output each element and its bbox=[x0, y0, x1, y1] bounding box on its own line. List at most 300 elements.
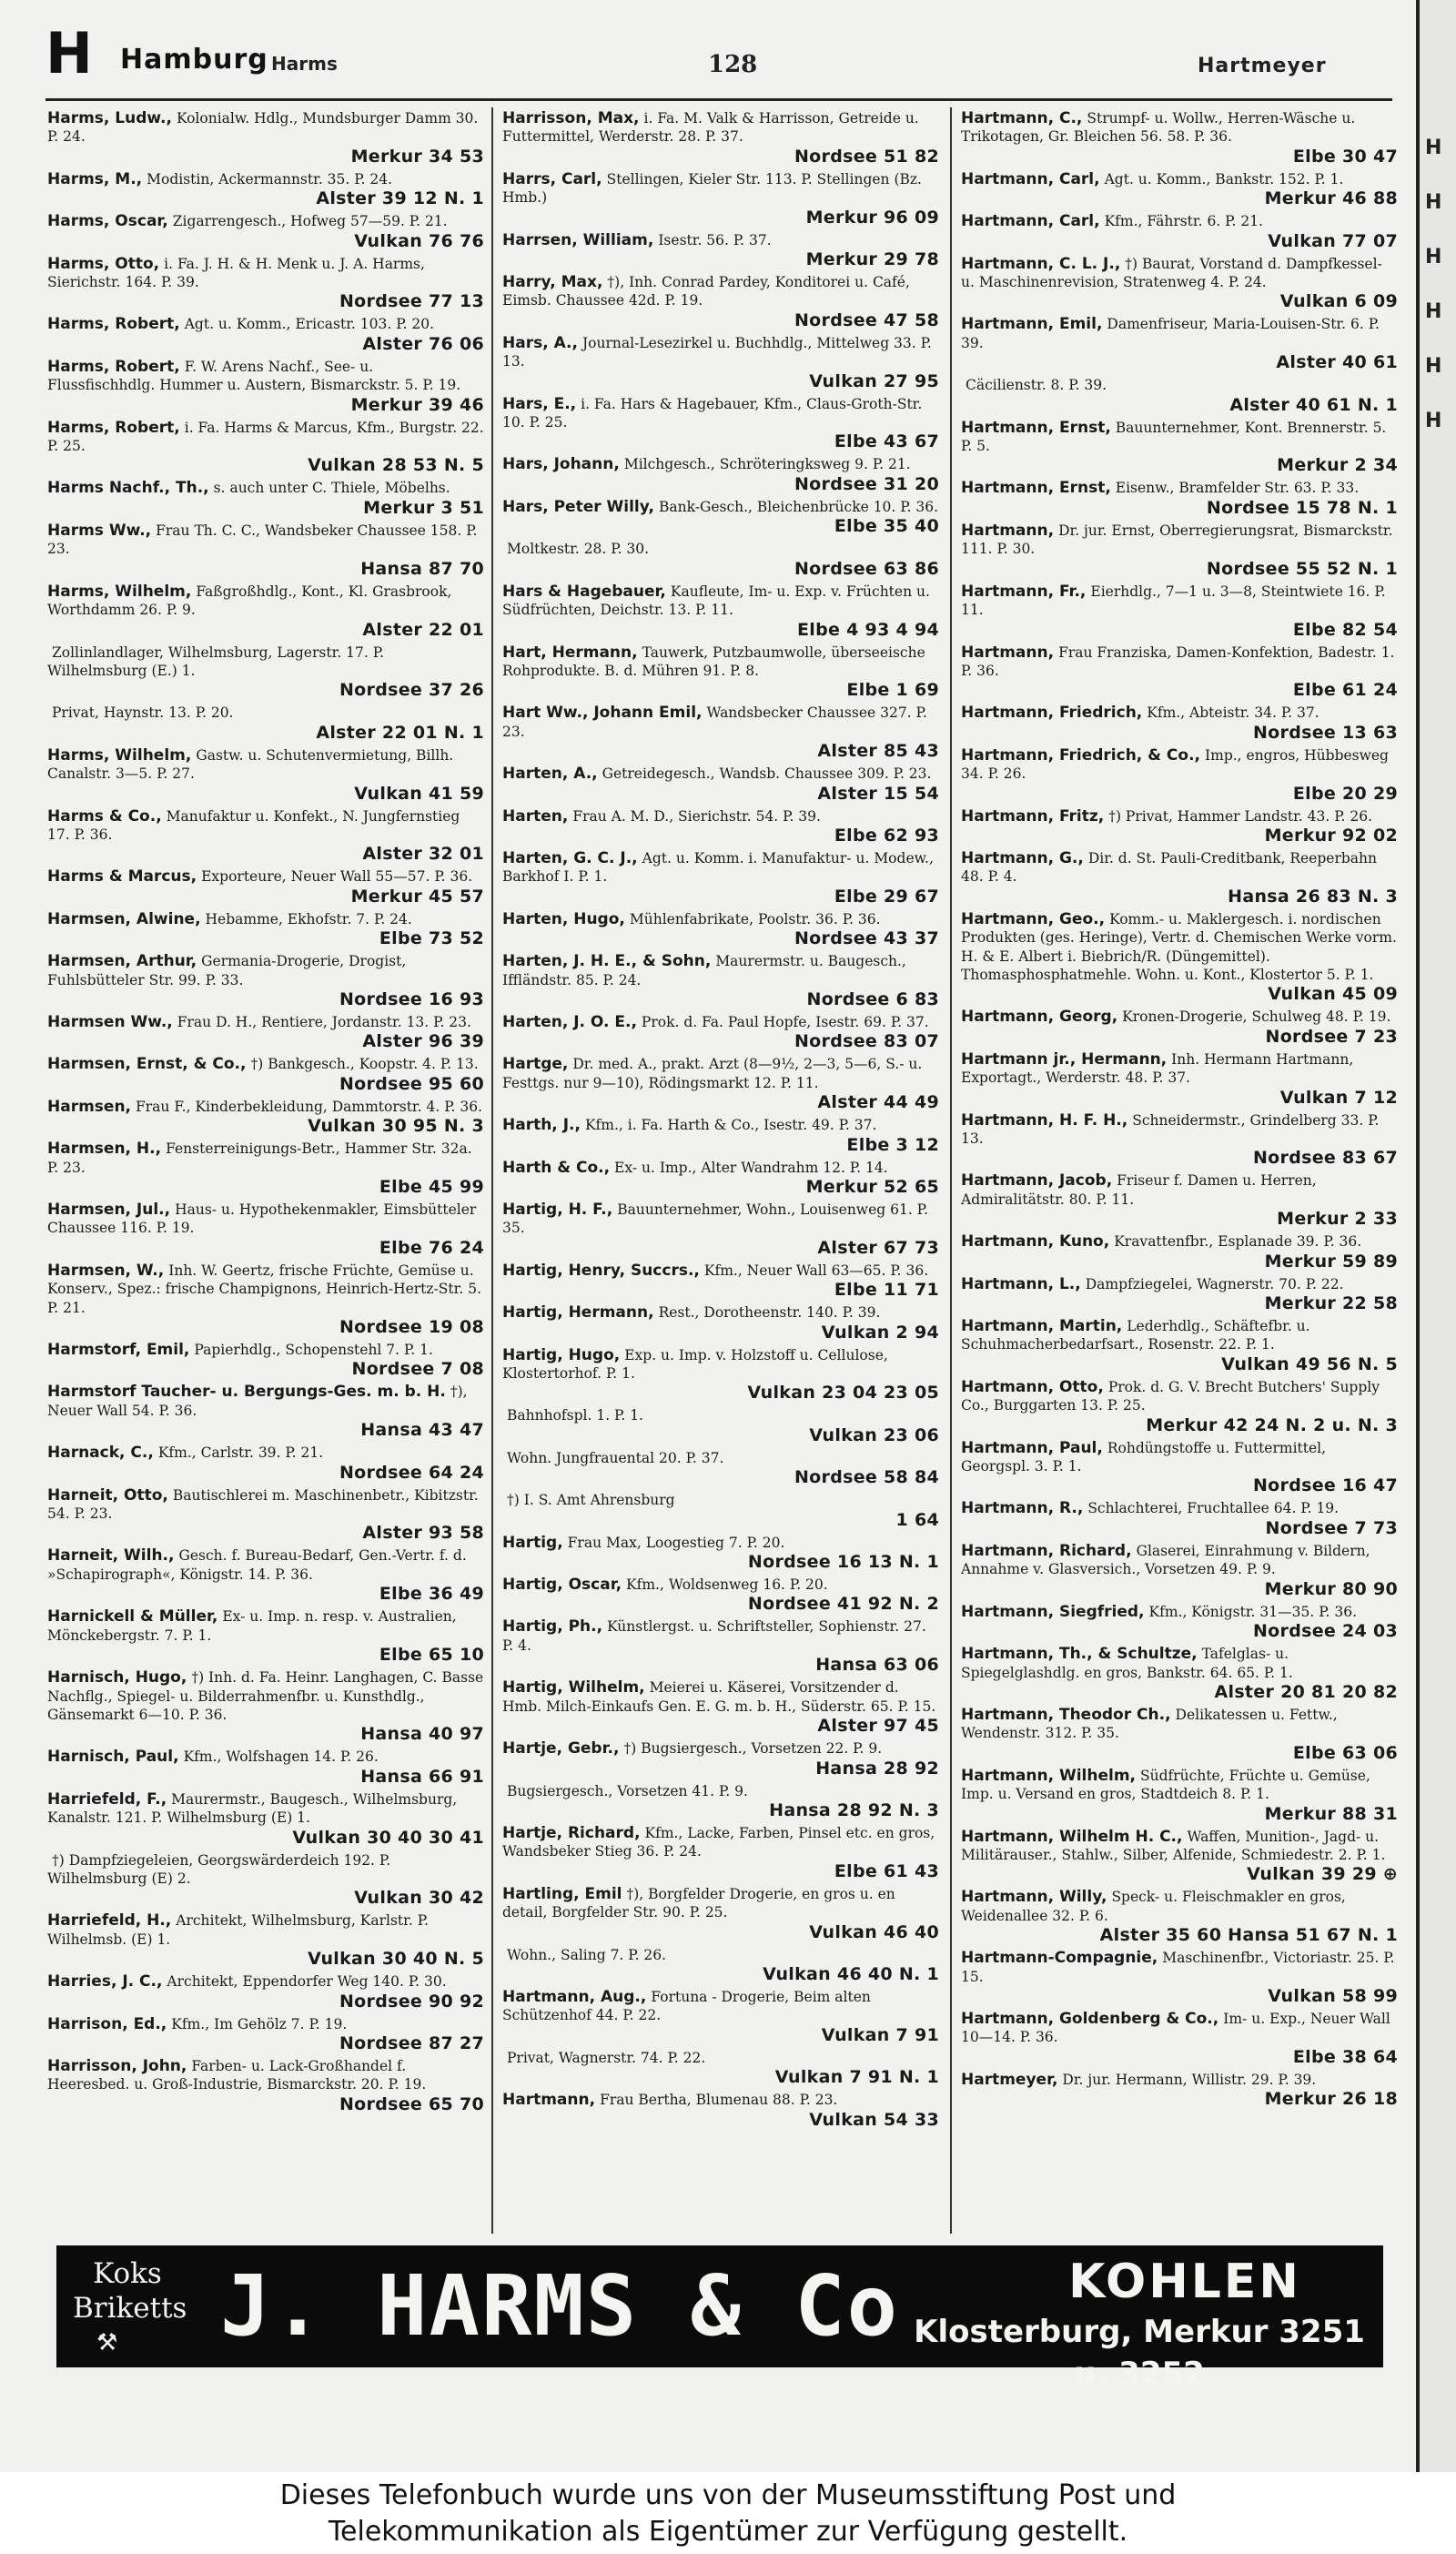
entry-phone: Elbe 82 54 bbox=[1292, 619, 1398, 640]
entry-phone: Hansa 87 70 bbox=[360, 558, 484, 579]
column-divider bbox=[491, 107, 493, 2234]
entry-name: Hart, Hermann, bbox=[502, 643, 638, 662]
entry-description: Maurermstr., Baugesch., Wilhelmsburg, Kanalstr. 121. P. Wilhelmsburg (E) 1. bbox=[47, 1790, 458, 1827]
entry-description: Privat, Haynstr. 13. P. 20. bbox=[52, 704, 234, 722]
directory-entry bbox=[47, 212, 484, 250]
entry-name: Hartmann, R., bbox=[961, 1499, 1084, 1518]
entry-name: Harms, Robert, bbox=[47, 315, 180, 334]
entry-description: †) Privat, Hammer Landstr. 43. P. 26. bbox=[1108, 807, 1373, 825]
directory-entry bbox=[502, 2091, 939, 2129]
directory-entry bbox=[47, 1013, 484, 1051]
entry-phone: Vulkan 58 99 bbox=[1268, 1985, 1398, 2006]
entry-phone: Nordsee 16 47 bbox=[1252, 1475, 1398, 1496]
directory-entry bbox=[502, 395, 939, 452]
directory-entry bbox=[961, 170, 1398, 208]
entry-description: s. auch unter C. Thiele, Möbelhs. bbox=[213, 480, 450, 497]
entry-description: Dr. jur. Hermann, Willistr. 29. P. 39. bbox=[1062, 2071, 1317, 2088]
entry-description: Agt. u. Komm., Bankstr. 152. P. 1. bbox=[1104, 170, 1344, 187]
entry-name: Hars, Peter Willy, bbox=[502, 497, 654, 516]
directory-entry bbox=[47, 1911, 484, 1969]
entry-phone: Elbe 45 99 bbox=[379, 1177, 484, 1197]
entry-name: Hars & Hagebauer, bbox=[502, 582, 666, 601]
entry-name: Hartmann, Aug., bbox=[502, 1987, 647, 2006]
directory-entry bbox=[961, 1008, 1398, 1046]
entry-name: Harmsen, Jul., bbox=[47, 1201, 171, 1219]
entry-description: Wohn. Jungfrauental 20. P. 37. bbox=[507, 1449, 724, 1466]
entry-description: Stellingen, Kieler Str. 113. P. Stellingen (Bz. Hmb.) bbox=[502, 170, 922, 207]
entry-name: Harrisson, Max, bbox=[502, 109, 640, 127]
next-page-edge bbox=[1416, 0, 1456, 2472]
city-title: Hamburg bbox=[120, 44, 268, 76]
entry-description: Privat, Wagnerstr. 74. P. 22. bbox=[507, 2049, 706, 2066]
ad-headline: KOHLEN bbox=[1068, 2255, 1301, 2309]
entry-name: Harnack, C., bbox=[47, 1444, 154, 1463]
entry-description: F. W. Arens Nachf., See- u. Flussfischhdlg. Hummer u. Austern, Bismarckstr. 5. P. 19. bbox=[47, 358, 461, 394]
entry-phone: Nordsee 90 92 bbox=[339, 1991, 484, 2012]
entry-name: Harneit, Wilh., bbox=[47, 1546, 175, 1566]
entry-phone: Nordsee 64 24 bbox=[339, 1462, 484, 1483]
directory-entry bbox=[502, 231, 939, 269]
entry-description: Waffen, Munition-, Jagd- u. Militärauser., Stahlw., Silber, Alfenide, Schmiedestr. 2. P. 1. bbox=[961, 1828, 1386, 1863]
entries-column-3 bbox=[961, 109, 1398, 2230]
entry-name: Hart Ww., Johann Emil, bbox=[502, 704, 703, 723]
directory-entry bbox=[502, 540, 939, 578]
entry-name: Hartmann, bbox=[961, 521, 1055, 540]
entry-description: Speck- u. Fleischmakler en gros, Weidenallee 32. P. 6. bbox=[961, 1889, 1346, 1924]
entry-phone: Vulkan 39 29 ⊕ bbox=[1247, 1864, 1398, 1885]
directory-entry bbox=[47, 522, 484, 579]
entry-name: Harrison, Ed., bbox=[47, 2014, 167, 2033]
entry-phone: Vulkan 49 56 N. 5 bbox=[1221, 1353, 1398, 1374]
directory-entry bbox=[47, 315, 484, 353]
entry-phone: Alster 40 61 N. 1 bbox=[1229, 394, 1398, 415]
entries-column-1 bbox=[47, 109, 484, 2230]
entry-description: Frau Max, Loogestieg 7. P. 20. bbox=[567, 1534, 785, 1551]
entry-name: Hartmann, bbox=[502, 2091, 596, 2110]
entry-name: Hartmann-Compagnie, bbox=[961, 1949, 1158, 1968]
directory-entry bbox=[47, 807, 484, 865]
directory-entry bbox=[961, 1439, 1398, 1496]
entry-phone: Alster 15 54 bbox=[817, 783, 939, 804]
entry-description: i. Fa. Hars & Hagebauer, Kfm., Claus-Groth-Str. 10. P. 25. bbox=[502, 395, 923, 431]
entry-name: Harten, J. H. E., & Sohn, bbox=[502, 952, 712, 971]
entry-name: Harrs, Carl, bbox=[502, 169, 602, 188]
entry-name: Harriefeld, F., bbox=[47, 1789, 167, 1809]
entry-phone: Nordsee 16 13 N. 1 bbox=[747, 1552, 939, 1573]
entry-description: Kfm., Carlstr. 39. P. 21. bbox=[157, 1444, 324, 1462]
entry-description: Moltkestr. 28. P. 30. bbox=[507, 541, 650, 558]
entry-name: Hartmann, Ernst, bbox=[961, 479, 1111, 498]
entry-description: Bugsiergesch., Vorsetzen 41. P. 9. bbox=[507, 1782, 748, 1799]
entry-name: Harmsen, Ernst, & Co., bbox=[47, 1055, 247, 1074]
directory-entry bbox=[502, 1406, 939, 1444]
entry-phone: Elbe 4 93 4 94 bbox=[797, 619, 939, 640]
entry-phone: Vulkan 7 91 bbox=[821, 2024, 939, 2045]
entry-description: Milchgesch., Schröteringksweg 9. P. 21. bbox=[623, 456, 911, 473]
directory-entry bbox=[961, 910, 1398, 1005]
entry-description: Architekt, Eppendorfer Weg 140. P. 30. bbox=[167, 1973, 447, 1991]
entry-phone: Alster 93 58 bbox=[362, 1523, 484, 1544]
entry-name: Hartmann, Fritz, bbox=[961, 806, 1105, 826]
directory-entry bbox=[961, 1645, 1398, 1702]
entry-phone: Merkur 29 78 bbox=[805, 249, 939, 270]
entry-name: Hartmann, Fr., bbox=[961, 582, 1087, 601]
entry-phone: Elbe 38 64 bbox=[1292, 2046, 1398, 2067]
entry-phone: Nordsee 6 83 bbox=[806, 988, 939, 1009]
directory-entry bbox=[961, 1888, 1398, 1945]
directory-entry bbox=[961, 255, 1398, 312]
directory-entry bbox=[502, 1988, 939, 2045]
entry-phone: Alster 40 61 bbox=[1276, 352, 1398, 373]
directory-entry bbox=[47, 1486, 484, 1544]
entry-name: Hartmann, bbox=[961, 643, 1055, 662]
directory-entry bbox=[502, 1055, 939, 1112]
entry-description: Wandsbecker Chaussee 327. P. 23. bbox=[502, 704, 927, 740]
entry-description: Prok. d. G. V. Brecht Butchers' Supply Co., Burggarten 13. P. 25. bbox=[961, 1378, 1380, 1414]
entry-phone: Merkur 92 02 bbox=[1264, 825, 1398, 846]
advertisement-banner bbox=[56, 2245, 1383, 2392]
entry-phone: Vulkan 54 33 bbox=[809, 2109, 939, 2130]
entry-name: Hartmann, Wilhelm H. C., bbox=[961, 1827, 1183, 1846]
directory-entry bbox=[961, 746, 1398, 804]
directory-entry bbox=[47, 2015, 484, 2053]
directory-entry bbox=[502, 1678, 939, 1736]
entry-description: Dr. jur. Ernst, Oberregierungsrat, Bismarckstr. 111. P. 30. bbox=[961, 522, 1393, 558]
entry-phone: Elbe 30 47 bbox=[1292, 146, 1398, 167]
entry-description: Getreidegesch., Wandsb. Chaussee 309. P. 23. bbox=[602, 765, 932, 783]
directory-entry bbox=[502, 1159, 939, 1197]
entry-description: Hebamme, Ekhofstr. 7. P. 24. bbox=[205, 910, 412, 927]
entry-name: Harriefeld, H., bbox=[47, 1911, 172, 1931]
directory-entry bbox=[47, 1972, 484, 2011]
entry-phone: Elbe 63 06 bbox=[1292, 1742, 1398, 1763]
entry-name: Hartmann jr., Hermann, bbox=[961, 1049, 1168, 1069]
directory-entry bbox=[47, 1383, 484, 1440]
edge-letter: H bbox=[1425, 191, 1442, 214]
entry-name: Harnisch, Paul, bbox=[47, 1748, 179, 1767]
entry-name: Harten, bbox=[502, 806, 569, 826]
entry-name: Harmsen, Arthur, bbox=[47, 952, 197, 971]
entry-description: †) Baurat, Vorstand d. Dampfkessel- u. Maschinenrevision, Stratenweg 4. P. 24. bbox=[961, 255, 1382, 291]
entry-name: Harms & Marcus, bbox=[47, 867, 197, 887]
entry-phone: Vulkan 30 40 30 41 bbox=[292, 1827, 484, 1848]
entry-name: Hartmann, Theodor Ch., bbox=[961, 1705, 1171, 1724]
entry-phone: Nordsee 19 08 bbox=[339, 1317, 484, 1338]
directory-entry bbox=[47, 1201, 484, 1258]
entry-phone: Alster 35 60 Hansa 51 67 N. 1 bbox=[1099, 1925, 1398, 1946]
directory-entry bbox=[502, 1491, 939, 1529]
directory-entry bbox=[47, 644, 484, 701]
entry-name: Harnisch, Hugo, bbox=[47, 1668, 187, 1687]
entry-description: Cäcilienstr. 8. P. 39. bbox=[966, 377, 1107, 394]
entry-phone: Merkur 42 24 N. 2 u. N. 3 bbox=[1146, 1414, 1398, 1435]
directory-entry bbox=[502, 109, 939, 167]
entry-description: Friseur f. Damen u. Herren, Admiralitätstr. 80. P. 11. bbox=[961, 1172, 1317, 1208]
entry-phone: Hansa 43 47 bbox=[360, 1420, 484, 1441]
entry-description: Agt. u. Komm. i. Manufaktur- u. Modew., Barkhof I. P. 1. bbox=[502, 849, 934, 886]
entry-name: Harten, A., bbox=[502, 765, 598, 784]
entry-name: Harmsen, Alwine, bbox=[47, 909, 201, 928]
entry-phone: Vulkan 28 53 N. 5 bbox=[308, 455, 484, 476]
entry-phone: Alster 22 01 bbox=[362, 619, 484, 640]
directory-entry bbox=[961, 315, 1398, 372]
directory-entry bbox=[961, 1767, 1398, 1824]
directory-entry bbox=[961, 2010, 1398, 2067]
directory-entry bbox=[961, 109, 1398, 167]
entry-description: Bank-Gesch., Bleichenbrücke 10. P. 36. bbox=[658, 498, 939, 515]
entry-description: Bautischlerei m. Maschinenbetr., Kibitzstr. 54. P. 23. bbox=[47, 1486, 479, 1523]
edge-letter: H bbox=[1425, 137, 1442, 159]
entry-phone: Elbe 76 24 bbox=[379, 1237, 484, 1258]
directory-entry bbox=[961, 583, 1398, 640]
entry-phone: Elbe 61 24 bbox=[1292, 680, 1398, 701]
directory-entry bbox=[961, 704, 1398, 742]
directory-entry bbox=[47, 1262, 484, 1337]
entry-phone: Nordsee 51 82 bbox=[794, 146, 939, 167]
entry-phone: Merkur 88 31 bbox=[1264, 1803, 1398, 1824]
directory-entry bbox=[961, 522, 1398, 579]
directory-entry bbox=[502, 1201, 939, 1258]
entry-description: Ex- u. Imp., Alter Wandrahm 12. P. 14. bbox=[614, 1159, 888, 1176]
entry-phone: Alster 76 06 bbox=[362, 333, 484, 354]
entry-phone: Nordsee 63 86 bbox=[794, 558, 939, 579]
entry-phone: Alster 44 49 bbox=[817, 1092, 939, 1113]
entry-description: †), Neuer Wall 54. P. 36. bbox=[47, 1383, 468, 1419]
directory-entry bbox=[502, 2049, 939, 2087]
directory-entry bbox=[47, 1098, 484, 1136]
entry-name: Hartmann, Emil, bbox=[961, 315, 1103, 334]
entry-name: Hartmann, G., bbox=[961, 848, 1084, 867]
directory-entry bbox=[502, 807, 939, 846]
ad-product-koks: Koks bbox=[93, 2257, 162, 2290]
edge-letter: H bbox=[1425, 246, 1442, 269]
entry-description: Künstlergst. u. Schriftsteller, Sophienstr. 27. P. 4. bbox=[502, 1618, 926, 1654]
entry-phone: Merkur 52 65 bbox=[805, 1177, 939, 1197]
entry-description: Zigarrengesch., Hofweg 57—59. P. 21. bbox=[172, 213, 448, 230]
entry-name: Harry, Max, bbox=[502, 273, 603, 292]
directory-entry bbox=[961, 1828, 1398, 1885]
directory-entry bbox=[502, 455, 939, 493]
entry-description: Farben- u. Lack-Großhandel f. Heeresbed. u. Groß-Industrie, Bismarckstr. 20. P. 19. bbox=[47, 2057, 427, 2093]
entry-description: Meierei u. Käserei, Vorsitzender d. Hmb. Milch-Einkaufs Gen. E. G. m. b. H., Süderstr. 65. P. 15. bbox=[502, 1679, 936, 1715]
entry-phone: Merkur 22 58 bbox=[1264, 1293, 1398, 1314]
entry-phone: Vulkan 23 06 bbox=[809, 1424, 939, 1445]
page-number: 128 bbox=[708, 51, 758, 78]
entry-description: Damenfriseur, Maria-Louisen-Str. 6. P. 39. bbox=[961, 316, 1380, 351]
section-letter: H bbox=[46, 20, 93, 86]
entry-name: Harms, Otto, bbox=[47, 254, 160, 273]
directory-entry bbox=[502, 704, 939, 761]
entry-description: Exporteure, Neuer Wall 55—57. P. 36. bbox=[201, 868, 473, 886]
entry-phone: Elbe 11 71 bbox=[834, 1280, 939, 1301]
entry-name: Hars, Johann, bbox=[502, 455, 620, 474]
entry-name: Hartig, Wilhelm, bbox=[502, 1678, 645, 1698]
entry-phone: Hansa 66 91 bbox=[360, 1766, 484, 1787]
entry-name: Hartmann, Siegfried, bbox=[961, 1602, 1145, 1621]
entry-name: Harries, J. C., bbox=[47, 1972, 163, 1992]
directory-entry bbox=[502, 1262, 939, 1300]
directory-entry bbox=[502, 1303, 939, 1342]
entry-name: Harth & Co., bbox=[502, 1158, 611, 1177]
entry-phone: Vulkan 27 95 bbox=[809, 370, 939, 391]
ad-address-phone: Klosterburg, Merkur 3251 u. 3252 bbox=[914, 2314, 1365, 2392]
entry-description: Kronen-Drogerie, Schulweg 48. P. 19. bbox=[1122, 1008, 1391, 1026]
entry-phone: Merkur 2 33 bbox=[1277, 1209, 1398, 1230]
entry-description: Rohdüngstoffe u. Futtermittel, Georgspl. 3. P. 1. bbox=[961, 1439, 1327, 1475]
entry-phone: Elbe 36 49 bbox=[379, 1584, 484, 1605]
directory-entry bbox=[47, 1851, 484, 1909]
entry-description: Südfrüchte, Früchte u. Gemüse, Imp. u. Versand en gros, Stadtdeich 8. P. 1. bbox=[961, 1767, 1370, 1803]
entry-phone: Alster 32 01 bbox=[362, 844, 484, 865]
directory-entry bbox=[502, 910, 939, 948]
entry-name: Hartmann, Martin, bbox=[961, 1317, 1123, 1336]
entry-phone: Merkur 96 09 bbox=[805, 207, 939, 228]
entry-description: Eierhdlg., 7—1 u. 3—8, Steintwiete 16. P. 11. bbox=[961, 583, 1386, 619]
entry-phone: Merkur 2 34 bbox=[1277, 455, 1398, 476]
directory-entry bbox=[961, 1275, 1398, 1313]
header-rule bbox=[46, 98, 1392, 101]
first-entry-word: Harms bbox=[271, 53, 338, 75]
entry-phone: Merkur 80 90 bbox=[1264, 1578, 1398, 1599]
entry-phone: Vulkan 23 04 23 05 bbox=[747, 1383, 939, 1404]
credit-line-1: Dieses Telefonbuch wurde uns von der Museumsstiftung Post und bbox=[279, 2479, 1177, 2511]
entry-description: Bauunternehmer, Wohn., Louisenweg 61. P. 35. bbox=[502, 1201, 928, 1237]
entry-name: Harmstorf, Emil, bbox=[47, 1341, 190, 1360]
entry-name: Hartmann, Goldenberg & Co., bbox=[961, 2009, 1219, 2028]
entry-phone: Nordsee 16 93 bbox=[339, 988, 484, 1009]
entry-name: Hartmann, Richard, bbox=[961, 1541, 1132, 1560]
entry-phone: Nordsee 37 26 bbox=[339, 680, 484, 701]
entry-name: Hartmann, Carl, bbox=[961, 212, 1100, 231]
directory-entry bbox=[961, 1171, 1398, 1229]
directory-entry bbox=[502, 1346, 939, 1404]
directory-entry bbox=[47, 1668, 484, 1744]
directory-entry bbox=[47, 109, 484, 167]
entry-phone: Vulkan 77 07 bbox=[1268, 230, 1398, 251]
entry-name: Hartmann, Friedrich, & Co., bbox=[961, 745, 1200, 765]
entry-name: Hartmann, C. L. J., bbox=[961, 254, 1121, 273]
entry-phone: Alster 39 12 N. 1 bbox=[316, 188, 484, 209]
credit-line-2: Telekommunikation als Eigentümer zur Verfügung gestellt. bbox=[328, 2516, 1128, 2548]
entry-description: †) Inh. d. Fa. Heinr. Langhagen, C. Basse Nachflg., Spiegel- u. Bilderrahmenfbr. u. Kunsthdlg., Gänsemarkt 6—10. P. 36. bbox=[47, 1669, 484, 1723]
entry-phone: Vulkan 41 59 bbox=[354, 783, 484, 804]
entry-description: Kfm., Wolfshagen 14. P. 26. bbox=[183, 1748, 379, 1766]
entry-description: Kfm., Abteistr. 34. P. 37. bbox=[1147, 704, 1320, 722]
entry-name: Hartmann, Geo., bbox=[961, 909, 1106, 928]
entry-name: Hartmeyer, bbox=[961, 2070, 1058, 2089]
directory-entry bbox=[47, 255, 484, 312]
entry-name: Harrsen, William, bbox=[502, 230, 654, 249]
entry-name: Hartig, Hugo, bbox=[502, 1345, 621, 1364]
entry-phone: Vulkan 30 40 N. 5 bbox=[308, 1949, 484, 1970]
entry-description: †) Bugsiergesch., Vorsetzen 22. P. 9. bbox=[623, 1740, 883, 1758]
entry-description: Gastw. u. Schutenvermietung, Billh. Canalstr. 3—5. P. 27. bbox=[47, 746, 454, 783]
entry-description: Faßgroßhdlg., Kont., Kl. Grasbrook, Worthdamm 26. P. 9. bbox=[47, 583, 452, 619]
directory-entry bbox=[502, 1617, 939, 1675]
entry-name: Hartig, Henry, Succrs., bbox=[502, 1261, 700, 1280]
directory-entry bbox=[502, 1782, 939, 1820]
entry-phone: Alster 97 45 bbox=[817, 1716, 939, 1737]
entry-name: Hartig, Hermann, bbox=[502, 1303, 654, 1323]
entry-description: Wohn., Saling 7. P. 26. bbox=[507, 1946, 667, 1963]
crossed-hammers-icon: ⚒ bbox=[96, 2329, 118, 2356]
entry-phone: Elbe 35 40 bbox=[834, 516, 939, 537]
entry-description: †) Bankgesch., Koopstr. 4. P. 13. bbox=[250, 1056, 479, 1073]
ad-products bbox=[73, 2256, 187, 2326]
entry-description: Prok. d. Fa. Paul Hopfe, Isestr. 69. P. 37. bbox=[641, 1013, 929, 1030]
entry-name: Hartmann, Ernst, bbox=[961, 418, 1111, 437]
entry-description: †) Dampfziegeleien, Georgswärderdeich 192. P. Wilhelmsburg (E) 2. bbox=[47, 1851, 391, 1887]
entry-phone: Merkur 39 46 bbox=[350, 394, 484, 415]
directory-entry bbox=[961, 212, 1398, 250]
entry-description: Dir. d. St. Pauli-Creditbank, Reeperbahn 48. P. 4. bbox=[961, 849, 1377, 886]
entry-description: Kaufleute, Im- u. Exp. v. Früchten u. Südfrüchten, Deichstr. 13. P. 11. bbox=[502, 583, 930, 619]
entry-description: Germania-Drogerie, Drogist, Fuhlsbütteler Str. 99. P. 33. bbox=[47, 953, 407, 988]
entry-phone: Elbe 62 93 bbox=[834, 825, 939, 846]
entry-description: Imp., engros, Hübbesweg 34. P. 26. bbox=[961, 746, 1389, 783]
directory-entry bbox=[502, 1824, 939, 1881]
entry-description: Tafelglas- u. Spiegelglashdlg. en gros, Bankstr. 64. 65. P. 1. bbox=[961, 1646, 1293, 1681]
entry-phone: Vulkan 30 42 bbox=[354, 1888, 484, 1909]
directory-entry bbox=[47, 1607, 484, 1665]
entry-description: Lederhdlg., Schäftefbr. u. Schuhmacherbedarfsart., Rosenstr. 22. P. 1. bbox=[961, 1318, 1310, 1353]
entry-phone: Vulkan 6 09 bbox=[1279, 291, 1398, 312]
last-entry-word: Hartmeyer bbox=[1198, 55, 1327, 77]
directory-entry bbox=[961, 1111, 1398, 1169]
entry-description: Schneidermstr., Grindelberg 33. P. 13. bbox=[961, 1111, 1380, 1147]
directory-entry bbox=[961, 1317, 1398, 1374]
directory-entry bbox=[502, 498, 939, 536]
entry-name: Hartig, Ph., bbox=[502, 1617, 603, 1637]
directory-entry bbox=[961, 1542, 1398, 1599]
directory-entry bbox=[961, 1232, 1398, 1271]
entry-name: Hartje, Gebr., bbox=[502, 1739, 620, 1758]
directory-entry bbox=[961, 1949, 1398, 2006]
entry-description: Frau Th. C. C., Wandsbeker Chaussee 158. P. 23. bbox=[47, 522, 478, 558]
entry-name: Harrisson, John, bbox=[47, 2056, 187, 2075]
entry-description: Delikatessen u. Fettw., Wendenstr. 312. P. 35. bbox=[961, 1706, 1338, 1742]
directory-entry bbox=[47, 479, 484, 517]
directory-entry bbox=[47, 583, 484, 640]
directory-entry bbox=[47, 1444, 484, 1482]
directory-entry bbox=[961, 376, 1398, 414]
entry-name: Hartmann, Friedrich, bbox=[961, 704, 1143, 723]
entry-name: Harms, Robert, bbox=[47, 357, 180, 376]
directory-entry bbox=[47, 910, 484, 948]
entry-description: Kolonialw. Hdlg., Mundsburger Damm 30. P. 24. bbox=[47, 110, 479, 146]
entry-name: Hartge, bbox=[502, 1055, 569, 1074]
entry-phone: 1 64 bbox=[895, 1509, 939, 1530]
entry-description: Frau Franziska, Damen-Konfektion, Badestr. 1. P. 36. bbox=[961, 644, 1395, 679]
entry-phone: Alster 67 73 bbox=[817, 1237, 939, 1258]
entry-description: Gesch. f. Bureau-Bedarf, Gen.-Vertr. f. d. »Schapirograph«, Königstr. 14. P. 36. bbox=[47, 1547, 467, 1583]
directory-entry bbox=[47, 2057, 484, 2114]
entry-phone: Vulkan 45 09 bbox=[1268, 984, 1398, 1005]
entry-phone: Nordsee 41 92 N. 2 bbox=[747, 1594, 939, 1615]
entry-name: Hars, E., bbox=[502, 394, 577, 413]
entry-name: Harms Ww., bbox=[47, 521, 152, 540]
directory-entry bbox=[502, 334, 939, 391]
directory-entry bbox=[961, 1499, 1398, 1537]
entry-description: i. Fa. M. Valk & Harrisson, Getreide u. Futtermittel, Werderstr. 28. P. 37. bbox=[502, 110, 919, 146]
entry-description: Tauwerk, Putzbaumwolle, überseeische Rohprodukte. B. d. Mühren 91. P. 8. bbox=[502, 644, 925, 679]
entry-phone: Hansa 63 06 bbox=[815, 1655, 939, 1676]
entry-phone: Elbe 20 29 bbox=[1292, 783, 1398, 804]
entry-description: Frau Bertha, Blumenau 88. P. 23. bbox=[600, 2092, 838, 2109]
directory-entry bbox=[961, 479, 1398, 517]
edge-letter: H bbox=[1425, 300, 1442, 323]
ad-product-briketts: Briketts bbox=[73, 2292, 187, 2325]
